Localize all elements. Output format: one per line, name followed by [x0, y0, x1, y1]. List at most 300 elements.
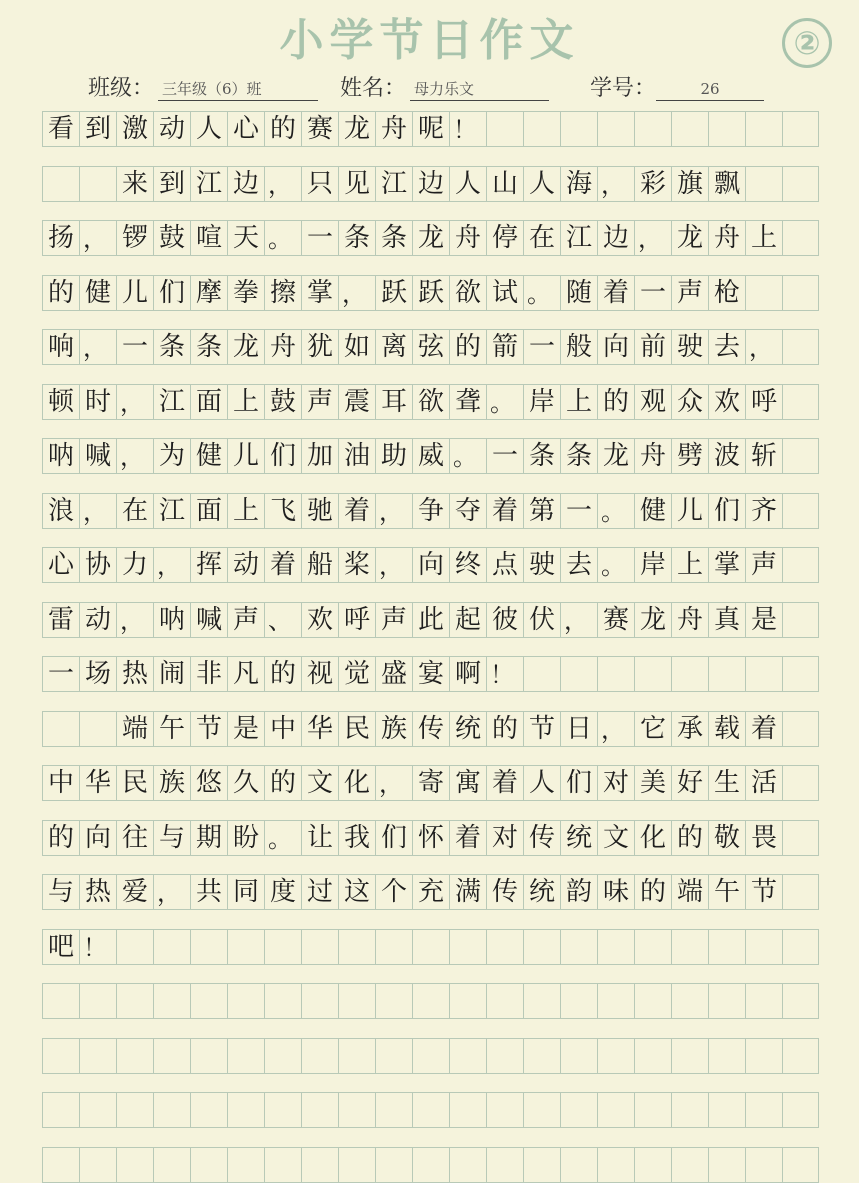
grid-cell: 终: [449, 547, 486, 583]
grid-cell: [375, 983, 412, 1019]
grid-cell: 随: [560, 275, 597, 311]
grid-cell: ！: [486, 656, 523, 692]
grid-cell: [708, 929, 745, 965]
grid-cell: 赛: [301, 111, 338, 147]
grid-cell: [708, 983, 745, 1019]
grid-cell: 统: [523, 874, 560, 910]
grid-cell: [116, 929, 153, 965]
grid-cell: 此: [412, 602, 449, 638]
grid-cell: [523, 983, 560, 1019]
grid-cell: 见: [338, 166, 375, 202]
grid-cell: ！: [79, 929, 116, 965]
grid-cell: [671, 1038, 708, 1074]
class-label: 班级：: [88, 76, 155, 101]
grid-cell: ，: [634, 220, 671, 256]
grid-cell: [708, 1038, 745, 1074]
grid-cell: 热: [116, 656, 153, 692]
grid-cell: 着: [486, 765, 523, 801]
grid-cell: [782, 711, 819, 747]
grid-cell: [782, 1038, 819, 1074]
page-title: 小学节日作文: [279, 15, 580, 66]
grid-cell: [42, 711, 79, 747]
grid-cell: [227, 983, 264, 1019]
grid-cell: 。: [264, 820, 301, 856]
grid-cell: 上: [671, 547, 708, 583]
grid-cell: [412, 1038, 449, 1074]
grid-cell: [634, 1092, 671, 1128]
grid-cell: 。: [597, 547, 634, 583]
grid-cell: 的: [449, 329, 486, 365]
grid-cell: ！: [449, 111, 486, 147]
grid-cell: 声: [227, 602, 264, 638]
grid-cell: [523, 929, 560, 965]
grid-cell: 到: [153, 166, 190, 202]
grid-cell: 健: [79, 275, 116, 311]
grid-cell: 韵: [560, 874, 597, 910]
grid-cell: [338, 929, 375, 965]
grid-cell: [671, 1092, 708, 1128]
grid-cell: 一: [634, 275, 671, 311]
grid-cell: 儿: [671, 493, 708, 529]
grid-cell: 欲: [449, 275, 486, 311]
grid-cell: 箭: [486, 329, 523, 365]
grid-cell: 的: [634, 874, 671, 910]
grid-cell: ，: [375, 547, 412, 583]
grid-cell: 统: [449, 711, 486, 747]
grid-cell: 喧: [190, 220, 227, 256]
grid-cell: 是: [745, 602, 782, 638]
grid-cell: 向: [79, 820, 116, 856]
grid-cell: [782, 166, 819, 202]
grid-cell: 助: [375, 438, 412, 474]
grid-cell: [486, 929, 523, 965]
grid-cell: 期: [190, 820, 227, 856]
grid-cell: 枪: [708, 275, 745, 311]
grid-row: [42, 275, 819, 311]
grid-cell: [634, 929, 671, 965]
grid-cell: 。: [486, 384, 523, 420]
grid-cell: [523, 656, 560, 692]
grid-cell: [708, 1147, 745, 1183]
grid-cell: 舟: [708, 220, 745, 256]
grid-cell: 这: [338, 874, 375, 910]
grid-cell: 热: [79, 874, 116, 910]
page-number-badge: ②: [782, 18, 832, 68]
grid-cell: [782, 1092, 819, 1128]
grid-cell: 动: [227, 547, 264, 583]
grid-cell: ，: [116, 438, 153, 474]
grid-cell: 欲: [412, 384, 449, 420]
grid-cell: [338, 1038, 375, 1074]
grid-cell: 舟: [634, 438, 671, 474]
grid-cell: 一: [42, 656, 79, 692]
grid-cell: [42, 1092, 79, 1128]
grid-cell: ，: [745, 329, 782, 365]
grid-cell: 节: [745, 874, 782, 910]
grid-cell: 条: [375, 220, 412, 256]
grid-cell: 的: [264, 656, 301, 692]
grid-cell: 海: [560, 166, 597, 202]
class-field: 三年级（6）班: [158, 78, 318, 101]
grid-cell: [153, 929, 190, 965]
grid-cell: 向: [412, 547, 449, 583]
grid-cell: 条: [523, 438, 560, 474]
grid-cell: 停: [486, 220, 523, 256]
grid-cell: 的: [42, 275, 79, 311]
grid-cell: [190, 929, 227, 965]
grid-cell: 的: [264, 111, 301, 147]
grid-cell: [486, 1147, 523, 1183]
grid-cell: [190, 983, 227, 1019]
grid-cell: [79, 983, 116, 1019]
grid-cell: 人: [190, 111, 227, 147]
grid-cell: 驶: [523, 547, 560, 583]
grid-cell: 们: [153, 275, 190, 311]
grid-cell: 欢: [708, 384, 745, 420]
grid-cell: [227, 1147, 264, 1183]
grid-cell: [486, 983, 523, 1019]
grid-cell: [708, 656, 745, 692]
grid-cell: [671, 111, 708, 147]
grid-cell: 满: [449, 874, 486, 910]
grid-cell: ，: [597, 711, 634, 747]
grid-cell: ，: [560, 602, 597, 638]
grid-cell: 一: [486, 438, 523, 474]
grid-cell: 般: [560, 329, 597, 365]
grid-cell: [79, 1147, 116, 1183]
grid-cell: 力: [116, 547, 153, 583]
grid-cell: 着: [597, 275, 634, 311]
grid-row: [42, 602, 819, 638]
grid-cell: [338, 1147, 375, 1183]
grid-cell: [782, 820, 819, 856]
grid-cell: [264, 1038, 301, 1074]
grid-cell: 彩: [634, 166, 671, 202]
grid-cell: 龙: [671, 220, 708, 256]
grid-cell: 跃: [412, 275, 449, 311]
grid-cell: 久: [227, 765, 264, 801]
grid-cell: 好: [671, 765, 708, 801]
grid-cell: ，: [153, 547, 190, 583]
grid-cell: [597, 1092, 634, 1128]
grid-row: [42, 1038, 819, 1074]
grid-row: [42, 384, 819, 420]
writing-grid: [42, 111, 819, 1144]
grid-cell: [597, 656, 634, 692]
grid-cell: 民: [116, 765, 153, 801]
grid-cell: [190, 1092, 227, 1128]
grid-cell: 看: [42, 111, 79, 147]
grid-cell: 锣: [116, 220, 153, 256]
grid-cell: 只: [301, 166, 338, 202]
grid-row: [42, 166, 819, 202]
grid-cell: 喊: [79, 438, 116, 474]
grid-cell: 一: [560, 493, 597, 529]
grid-cell: 午: [153, 711, 190, 747]
grid-cell: 健: [190, 438, 227, 474]
grid-cell: 一: [116, 329, 153, 365]
grid-cell: 畏: [745, 820, 782, 856]
grid-cell: 顿: [42, 384, 79, 420]
grid-cell: [634, 983, 671, 1019]
grid-cell: 声: [375, 602, 412, 638]
grid-cell: [560, 656, 597, 692]
grid-row: [42, 874, 819, 910]
grid-cell: 。: [523, 275, 560, 311]
grid-cell: 同: [227, 874, 264, 910]
grid-cell: 的: [597, 384, 634, 420]
grid-cell: [42, 1147, 79, 1183]
grid-cell: 齐: [745, 493, 782, 529]
grid-cell: 犹: [301, 329, 338, 365]
grid-cell: 对: [597, 765, 634, 801]
grid-cell: [560, 1147, 597, 1183]
grid-cell: [634, 1038, 671, 1074]
grid-cell: 呼: [338, 602, 375, 638]
grid-cell: [116, 983, 153, 1019]
grid-cell: [597, 111, 634, 147]
grid-cell: ，: [375, 493, 412, 529]
grid-cell: 它: [634, 711, 671, 747]
grid-cell: 跃: [375, 275, 412, 311]
grid-cell: ，: [79, 329, 116, 365]
grid-cell: [745, 929, 782, 965]
grid-cell: 舟: [375, 111, 412, 147]
grid-cell: ，: [79, 220, 116, 256]
grid-cell: 化: [338, 765, 375, 801]
grid-cell: 边: [227, 166, 264, 202]
grid-cell: [634, 1147, 671, 1183]
grid-cell: 日: [560, 711, 597, 747]
grid-cell: 天: [227, 220, 264, 256]
grid-cell: [449, 983, 486, 1019]
grid-cell: 闹: [153, 656, 190, 692]
grid-cell: [560, 1092, 597, 1128]
grid-cell: 、: [264, 602, 301, 638]
grid-cell: [153, 1092, 190, 1128]
grid-cell: [301, 1147, 338, 1183]
grid-cell: 让: [301, 820, 338, 856]
grid-cell: [42, 166, 79, 202]
grid-cell: 在: [523, 220, 560, 256]
grid-cell: [560, 1038, 597, 1074]
grid-cell: [153, 983, 190, 1019]
grid-cell: 动: [153, 111, 190, 147]
grid-cell: [782, 384, 819, 420]
grid-cell: ，: [375, 765, 412, 801]
grid-cell: 拳: [227, 275, 264, 311]
grid-cell: [301, 929, 338, 965]
grid-cell: 宴: [412, 656, 449, 692]
grid-cell: 觉: [338, 656, 375, 692]
grid-cell: [745, 656, 782, 692]
grid-cell: 山: [486, 166, 523, 202]
grid-cell: [782, 275, 819, 311]
grid-cell: 统: [560, 820, 597, 856]
grid-cell: 岸: [634, 547, 671, 583]
grid-cell: [449, 1147, 486, 1183]
grid-cell: 们: [375, 820, 412, 856]
grid-cell: 争: [412, 493, 449, 529]
grid-cell: 震: [338, 384, 375, 420]
grid-cell: 舟: [671, 602, 708, 638]
grid-cell: 舟: [449, 220, 486, 256]
grid-cell: 响: [42, 329, 79, 365]
grid-cell: 龙: [597, 438, 634, 474]
grid-cell: 文: [597, 820, 634, 856]
grid-cell: 浪: [42, 493, 79, 529]
grid-cell: 心: [42, 547, 79, 583]
grid-cell: 寓: [449, 765, 486, 801]
grid-cell: 驰: [301, 493, 338, 529]
grid-cell: [264, 1147, 301, 1183]
grid-cell: 活: [745, 765, 782, 801]
grid-cell: 时: [79, 384, 116, 420]
grid-cell: 爱: [116, 874, 153, 910]
grid-cell: 文: [301, 765, 338, 801]
grid-cell: [634, 111, 671, 147]
grid-cell: 华: [79, 765, 116, 801]
grid-cell: 心: [227, 111, 264, 147]
grid-cell: 味: [597, 874, 634, 910]
grid-cell: [264, 1092, 301, 1128]
grid-cell: [782, 438, 819, 474]
grid-cell: [745, 983, 782, 1019]
grid-cell: [79, 1092, 116, 1128]
grid-cell: 过: [301, 874, 338, 910]
grid-cell: 去: [708, 329, 745, 365]
grid-cell: [634, 656, 671, 692]
grid-cell: 江: [190, 166, 227, 202]
grid-cell: 吧: [42, 929, 79, 965]
grid-cell: [523, 1038, 560, 1074]
grid-cell: [745, 275, 782, 311]
grid-cell: 个: [375, 874, 412, 910]
grid-cell: [375, 929, 412, 965]
grid-cell: 向: [597, 329, 634, 365]
grid-cell: 江: [375, 166, 412, 202]
grid-cell: [671, 929, 708, 965]
grid-cell: 前: [634, 329, 671, 365]
grid-cell: 。: [449, 438, 486, 474]
grid-cell: [782, 493, 819, 529]
grid-cell: [486, 1092, 523, 1128]
grid-cell: 声: [301, 384, 338, 420]
grid-cell: 面: [190, 384, 227, 420]
grid-cell: 着: [338, 493, 375, 529]
grid-cell: 是: [227, 711, 264, 747]
grid-cell: [671, 1147, 708, 1183]
grid-cell: ，: [597, 166, 634, 202]
grid-cell: [745, 1147, 782, 1183]
grid-cell: 到: [79, 111, 116, 147]
grid-cell: [782, 1147, 819, 1183]
grid-cell: 激: [116, 111, 153, 147]
grid-cell: 声: [671, 275, 708, 311]
grid-cell: [449, 1092, 486, 1128]
grid-cell: 擦: [264, 275, 301, 311]
grid-cell: 一: [301, 220, 338, 256]
grid-cell: 上: [227, 384, 264, 420]
grid-cell: 传: [523, 820, 560, 856]
grid-cell: 飘: [708, 166, 745, 202]
grid-cell: 第: [523, 493, 560, 529]
grid-cell: 扬: [42, 220, 79, 256]
grid-cell: [153, 1147, 190, 1183]
grid-cell: 与: [153, 820, 190, 856]
grid-cell: [190, 1038, 227, 1074]
grid-cell: 桨: [338, 547, 375, 583]
grid-cell: ，: [153, 874, 190, 910]
student-id-field: 26: [656, 78, 764, 101]
grid-cell: 人: [449, 166, 486, 202]
grid-cell: 着: [449, 820, 486, 856]
grid-cell: 民: [338, 711, 375, 747]
grid-cell: [412, 1147, 449, 1183]
grid-cell: 美: [634, 765, 671, 801]
grid-cell: [782, 220, 819, 256]
grid-row: [42, 765, 819, 801]
grid-cell: 飞: [264, 493, 301, 529]
grid-cell: 共: [190, 874, 227, 910]
grid-cell: [486, 1038, 523, 1074]
grid-row: [42, 329, 819, 365]
grid-cell: [301, 1038, 338, 1074]
grid-cell: [560, 111, 597, 147]
grid-row: [42, 493, 819, 529]
grid-cell: 呼: [745, 384, 782, 420]
grid-cell: [782, 874, 819, 910]
grid-cell: 摩: [190, 275, 227, 311]
grid-cell: 条: [338, 220, 375, 256]
grid-cell: [116, 1092, 153, 1128]
grid-cell: 弦: [412, 329, 449, 365]
grid-row: [42, 711, 819, 747]
grid-cell: 龙: [227, 329, 264, 365]
grid-cell: ，: [338, 275, 375, 311]
grid-cell: 的: [486, 711, 523, 747]
grid-cell: [227, 1038, 264, 1074]
grid-cell: ，: [116, 602, 153, 638]
grid-cell: 起: [449, 602, 486, 638]
grid-cell: 众: [671, 384, 708, 420]
grid-row: [42, 820, 819, 856]
grid-cell: 上: [745, 220, 782, 256]
grid-cell: 挥: [190, 547, 227, 583]
grid-cell: 波: [708, 438, 745, 474]
grid-row: [42, 929, 819, 965]
grid-cell: 舟: [264, 329, 301, 365]
grid-cell: 充: [412, 874, 449, 910]
grid-cell: 边: [412, 166, 449, 202]
grid-cell: 非: [190, 656, 227, 692]
grid-cell: 传: [412, 711, 449, 747]
grid-cell: 真: [708, 602, 745, 638]
grid-cell: 鼓: [153, 220, 190, 256]
grid-cell: [782, 329, 819, 365]
grid-cell: 边: [597, 220, 634, 256]
grid-cell: 族: [375, 711, 412, 747]
grid-cell: 着: [486, 493, 523, 529]
grid-cell: 夺: [449, 493, 486, 529]
grid-cell: [782, 656, 819, 692]
grid-cell: 对: [486, 820, 523, 856]
grid-cell: [42, 983, 79, 1019]
grid-cell: [412, 1092, 449, 1128]
grid-cell: 条: [560, 438, 597, 474]
grid-cell: 敬: [708, 820, 745, 856]
grid-cell: 岸: [523, 384, 560, 420]
